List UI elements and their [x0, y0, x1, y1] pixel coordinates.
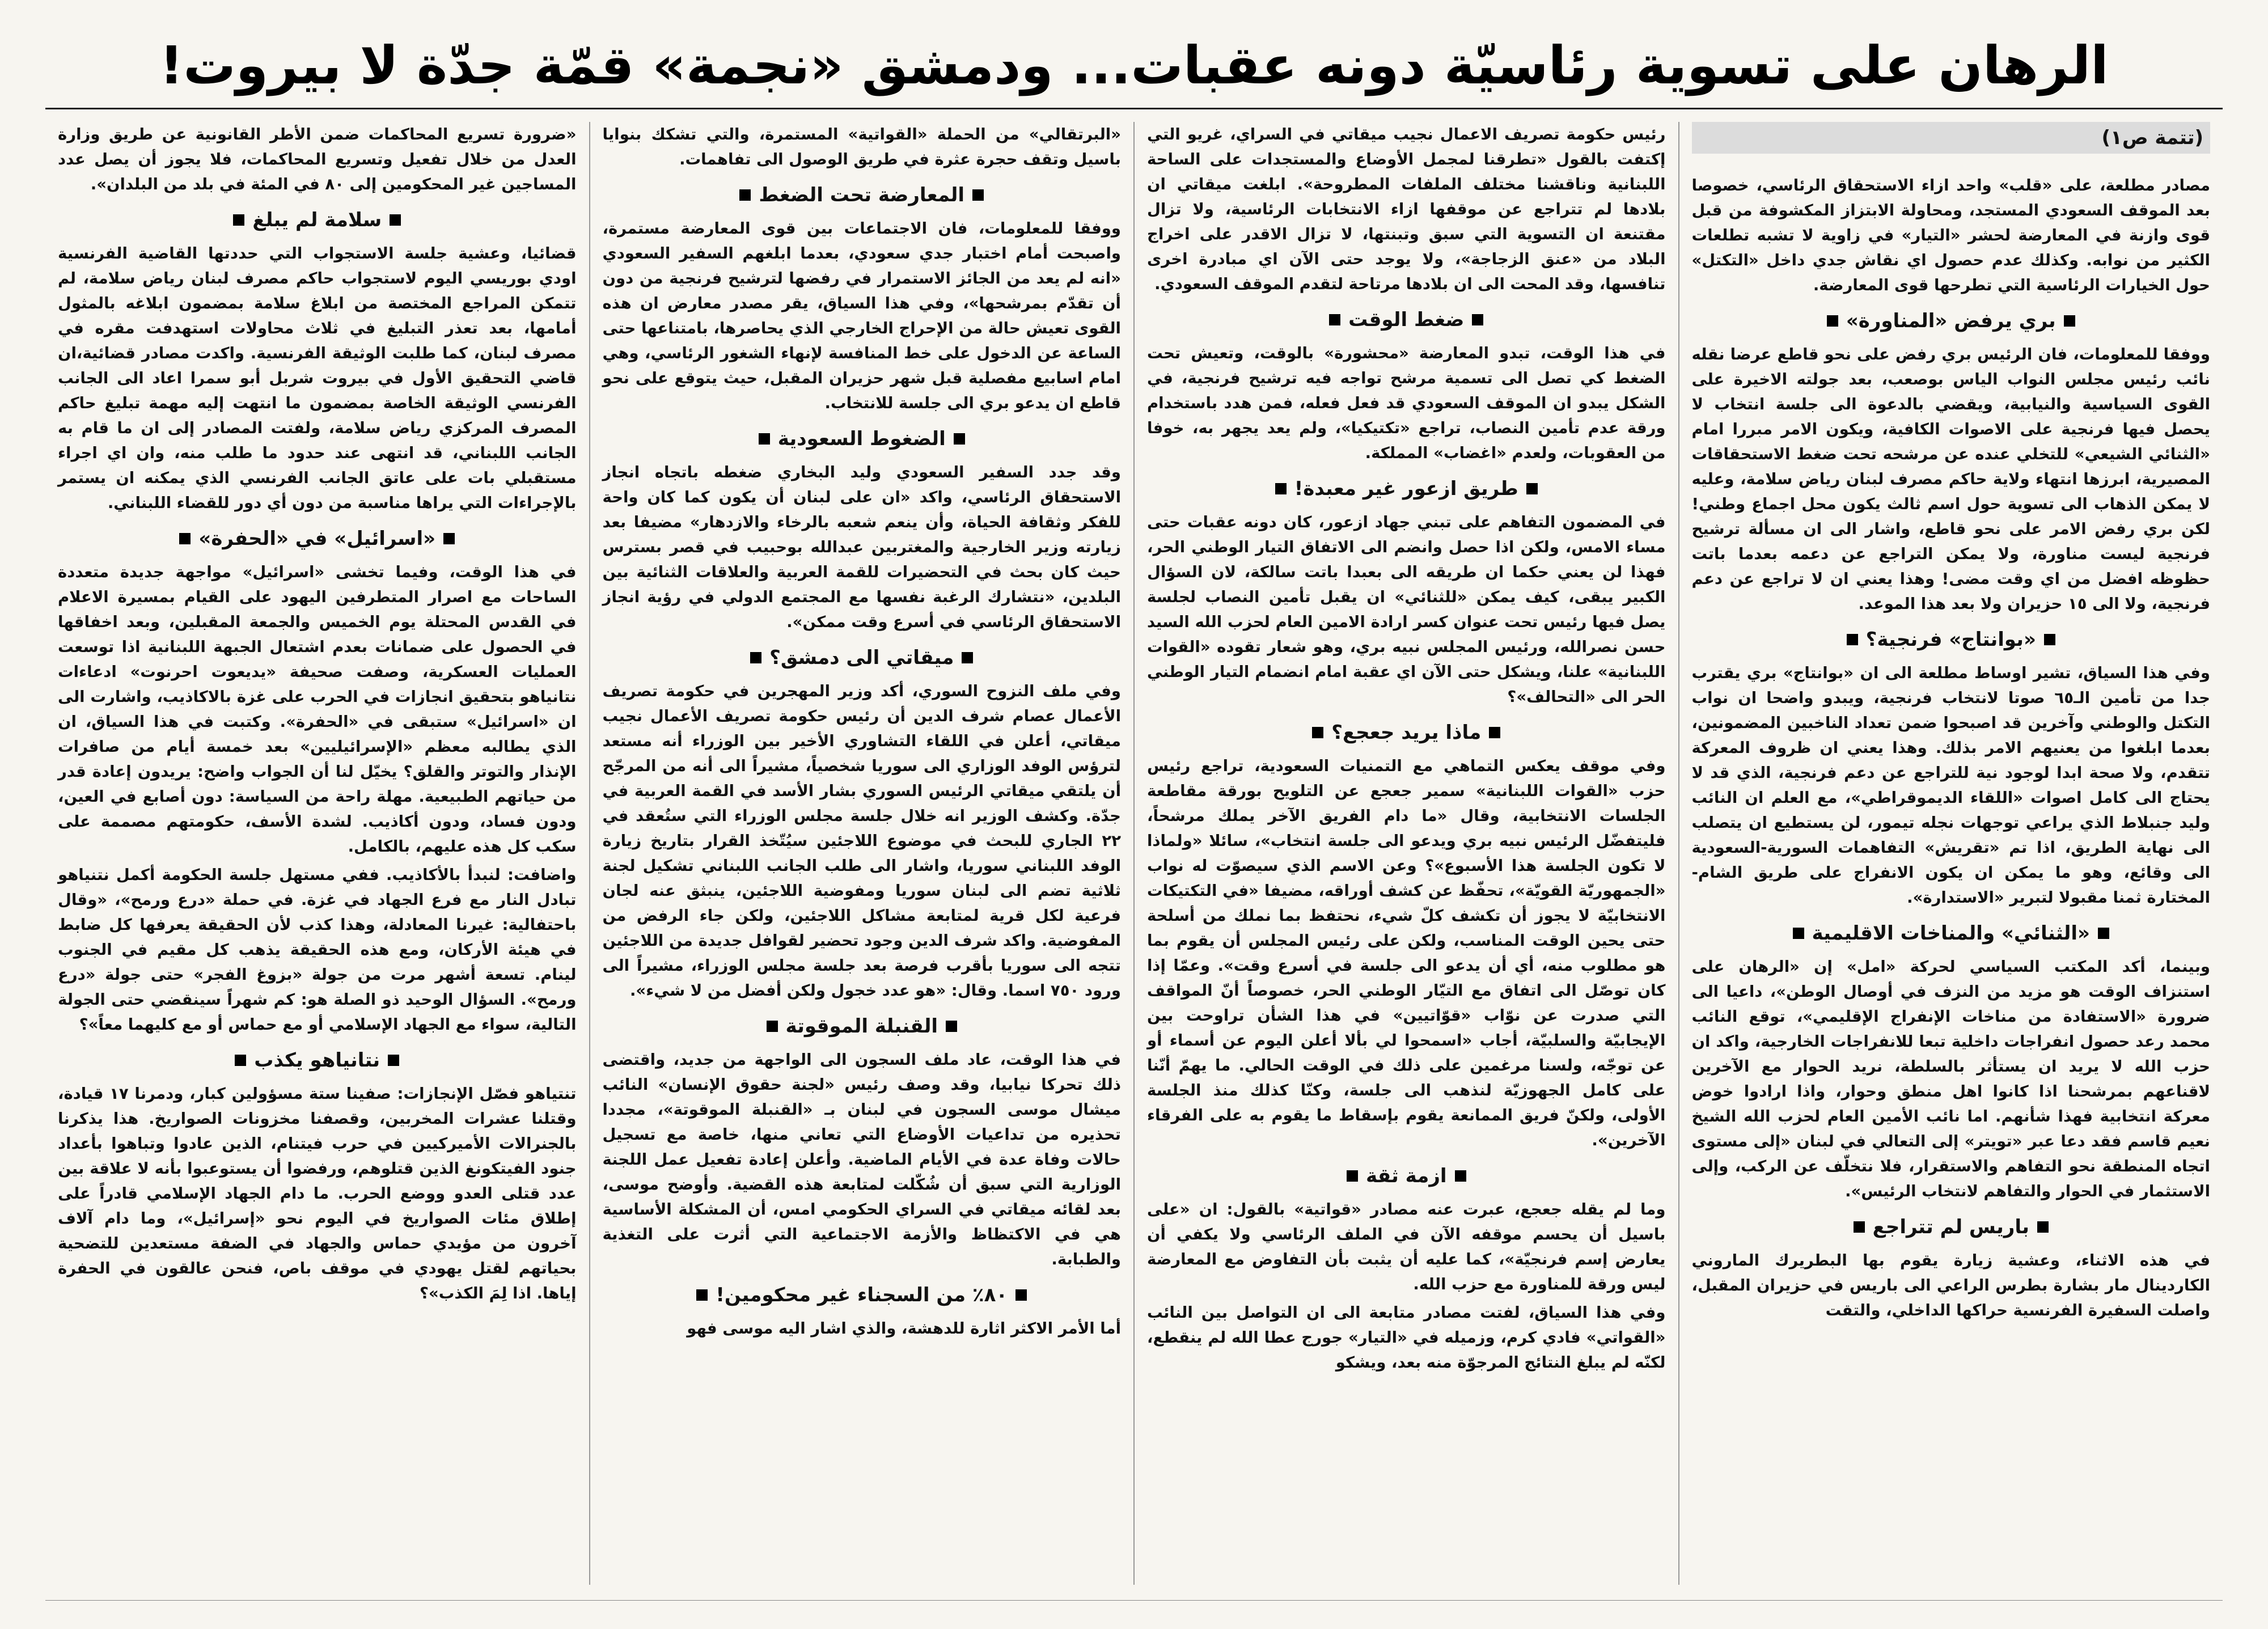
square-bullet-icon	[390, 214, 401, 226]
square-bullet-icon	[233, 214, 244, 226]
section-heading	[1147, 720, 1666, 746]
section-heading	[1147, 307, 1666, 333]
page-headline: الرهان على تسوية رئاسيّة دونه عقبات... ودمشق «نجمة» قمّة جدّة لا بيروت!	[45, 23, 2223, 109]
article-paragraph: وبينما، أكد المكتب السياسي لحركة «امل» إن «الرهان على استنزاف الوقت هو مزيد من النزف في أوصال الوطن»، داعيا الى ضرورة «الاستفادة من مناخات الإنفراج الإقليمي»، توقع النائب محمد رعد حصول انفراجات داخلية تبعا للانفراجات الخارجية، واكد ان حزب الله لا يريد ان يستأثر بالسلطة، نريد الحوار مع الآخرين لاقناعهم بمرشحنا اذا كانوا اهل منطق وحوار، واذا ارادوا خوض معركة انتخابية فهذا شأنهم. اما نائب الأمين العام لحزب الله الشيخ نعيم قاسم فقد دعا عبر «تويتر» إلى التعالي في لبنان «إلى مستوى اتجاه المنطقة نحو التفاهم والاستقرار، فلا نتخلّف عن الركب، وإلى الاستثمار في الحوار والتفاهم لانتخاب الرئيس».	[1691, 958, 2210, 1200]
section-heading	[58, 207, 577, 233]
square-bullet-icon	[1793, 928, 1804, 939]
bottom-rule	[45, 1600, 2223, 1601]
article-columns	[45, 122, 2223, 1585]
section-heading-text: ضغط الوقت	[1348, 308, 1465, 331]
article-paragraph: وفي هذا السياق، لفتت مصادر متابعة الى ان التواصل بين النائب «القواتي» فادي كرم، وزميله في «التيار» جورج عطا الله لم ينقطع، لكنّه لم يبلغ النتائج المرجوّة منه بعد، ويشكو	[1147, 1304, 1666, 1372]
square-bullet-icon	[1347, 1170, 1358, 1182]
section-heading-text: الضغوط السعودية	[777, 428, 946, 450]
square-bullet-icon	[1827, 315, 1838, 327]
article-column-3	[589, 122, 1134, 1585]
section-heading	[603, 1282, 1122, 1308]
section-heading	[1147, 476, 1666, 502]
square-bullet-icon	[1526, 483, 1538, 494]
article-paragraph: وما لم يقله جعجع، عبرت عنه مصادر «قواتية» بالقول: ان «على باسيل أن يحسم موقفه الآن في الملف الرئاسي ولا يكفي أن يعارض إسم فرنجيّة»، كما عليه أن يثبت بأن التفاوض مع المعارضة ليس ورقة للمناورة مع حزب الله.	[1147, 1200, 1666, 1293]
article-column-2	[1133, 122, 1678, 1585]
section-heading	[1692, 920, 2211, 946]
section-heading	[1692, 627, 2211, 653]
square-bullet-icon	[179, 533, 191, 544]
article-paragraph: «ضرورة تسريع المحاكمات ضمن الأطر القانونية عن طريق وزارة العدل من خلال تفعيل وتسريع المحاكمات، فلا يجوز أن يصل عدد المساجين غير المحكومين إلى ٨٠ في المئة في بلد من البلدان».	[58, 125, 577, 193]
article-paragraph: وفي ملف النزوح السوري، أكد وزير المهجرين في حكومة تصريف الأعمال عصام شرف الدين أن رئيس حكومة تصريف الأعمال نجيب ميقاتي، أعلن في اللقاء التشاوري الأخير بين الوزراء أنه مستعد لترؤس الوفد الوزاري الى سوريا شخصياً، مشيراً الى أنه من المرجّح أن يلتقي ميقاتي الرئيس السوري بشار الأسد في القمة العربية في جدّة. وكشف الوزير انه خلال جلسة مجلس الوزراء التي ستُعقد في ٢٢ الجاري للبحث في موضوع اللاجئين سيُتّخذ القرار بتاريخ زيارة الوفد اللبناني سوريا، واشار الى طلب الجانب اللبناني تشكيل لجنة ثلاثية تضم الى لبنان سوريا ومفوضية اللاجئين، ينبثق عنه لجان فرعية لكل قرية لمتابعة مشاكل اللاجئين، ولكن جاء الرفض من المفوضية. واكد شرف الدين وجود تحضير لقوافل جديدة من اللاجئين تتجه الى سوريا بأقرب فرصة بعد جلسة مجلس الوزراء، مشيراً الى ورود ٧٥٠ اسما. وقال: «هو عدد خجول ولكن أفضل من لا شيء».	[602, 682, 1121, 1000]
square-bullet-icon	[2037, 1221, 2049, 1233]
square-bullet-icon	[2098, 928, 2109, 939]
article-paragraph: مصادر مطلعة، على «قلب» واحد ازاء الاستحقاق الرئاسي، خصوصا بعد الموقف السعودي المستجد، ومحاولة الابتزاز المكشوفة من قبل قوى وازنة في المعارضة لحشر «التيار» في زاوية لا تشبه تطلعات الكثير من نوابه. وكذلك عدم حصول اي نقاش جدي داخل «التكتل» حول الخيارات الرئاسية التي تطرحها قوى المعارضة.	[1691, 176, 2210, 294]
section-heading-text: ازمة ثقة	[1365, 1165, 1447, 1187]
square-bullet-icon	[759, 433, 770, 445]
article-paragraph: وفي موقف يعكس التماهي مع التمنيات السعودية، تراجع رئيس حزب «القوات اللبنانية» سمير جعجع عن التلويح بورقة مقاطعة الجلسات الانتخابية، وقال «ما دام الفريق الآخر يملك مرشحاً، فليتفضّل الرئيس نبيه بري ويدعو الى جلسة انتخاب»، سائلا «ولماذا لا تكون الجلسة هذا الأسبوع»؟ وعن الاسم الذي سيصوّت له نواب «الجمهوريّة القويّة»، تحفّظ عن كشف أوراقه، مضيفا «في التكتيكات الانتخابيّة لا يجوز أن تكشف كلّ شيء، نحتفظ بما نملك من أسلحة حتى يحين الوقت المناسب، ولكن على رئيس المجلس أن يقوم بما هو مطلوب منه، أي أن يدعو الى جلسة في أسرع وقت». وعمّا إذا كان توصّل الى اتفاق مع التيّار الوطني الحر، خصوصاً أنّ المواقف التي صدرت عن نوّاب «قوّاتيين» في هذا الشأن تراوحت بين الإيجابيّة والسلبيّة، أجاب «اسمحوا لي بألا أعلن اليوم عن أسماء أو عن توجّه، ولسنا مرغمين على ذلك في الوقت الحالي. ما يهمّ أنّنا على كامل الجهوزيّة لنذهب الى جلسة، وكنّا كذلك منذ الجلسة الأولى، ولكنّ فريق الممانعة يقوم بإسقاط ما يقوم به على الفرقاء الآخرين».	[1147, 757, 1666, 1149]
article-paragraph: في هذا الوقت، عاد ملف السجون الى الواجهة من جديد، واقتضى ذلك تحركا نيابيا، وقد وصف رئيس «لجنة حقوق الإنسان» النائب ميشال موسى السجون في لبنان بـ «القنبلة الموقوتة»، مجددا تحذيره من تداعيات الأوضاع التي تعاني منها، خاصة مع تسجيل حالات وفاة عدة في الأيام الماضية. وأعلن إعادة تفعيل عمل اللجنة الوزارية التي سبق أن شُكّلت لمتابعة هذه القضية. وأوضح موسى، بعد لقائه ميقاتي في السراي الحكومي امس، أن المشكلة الأساسية هي في الاكتظاظ والأزمة الاجتماعية التي أثرت على التغذية والطبابة.	[602, 1051, 1121, 1268]
article-paragraph: واضافت: لنبدأ بالأكاذيب. ففي مستهل جلسة الحكومة أكمل نتنياهو تبادل النار مع فرع الجهاد في غزة. في حملة «درع ورمح»، «وقال باحتفالية: غيرنا المعادلة، وهذا كذب لأن الحقيقة يعرفها كل ضابط في هيئة الأركان، ومع هذه الحقيقة يذهب كل مقيم في الجنوب لينام. تسعة أشهر مرت من جولة «بزوغ الفجر» حتى جولة «درع ورمح». السؤال الوحيد ذو الصلة هو: كم شهراً سينقضي حتى الجولة التالية، سواء مع الجهاد الإسلامي أو مع حماس أو مع كليهما معاً»؟	[58, 866, 577, 1034]
section-heading	[1692, 1214, 2211, 1240]
square-bullet-icon	[739, 189, 751, 201]
section-heading-text: «بوانتاج» فرنجية؟	[1865, 628, 2036, 651]
section-heading-text: «الثنائي» والمناخات الاقليمية	[1812, 922, 2090, 945]
section-heading	[58, 1047, 577, 1073]
article-paragraph: في المضمون التفاهم على تبني جهاد ازعور، كان دونه عقبات حتى مساء الامس، ولكن اذا حصل وانضم الى الاتفاق التيار الوطني الحر، فهذا لن يعني حكما ان طريقه الى بعبدا باتت سالكة، لان السؤال الكبير يبقى، كيف يمكن «للثنائي» ان يقبل تأمين النصاب لجلسة يصل فيها رئيس تحت عنوان كسر ارادة الامين العام لحزب الله السيد حسن نصرالله، ورئيس المجلس نبيه بري، وهو شعار تقوده «القوات اللبنانية» علنا، ويشكل حتى الآن اي عقبة امام انضمام التيار الوطني الحر الى «التحالف»؟	[1147, 513, 1666, 706]
square-bullet-icon	[767, 1021, 778, 1032]
section-heading-text: ماذا يريد جعجع؟	[1331, 721, 1482, 744]
square-bullet-icon	[1312, 727, 1323, 738]
article-paragraph: في هذا الوقت، وفيما تخشى «اسرائيل» مواجهة جديدة متعددة الساحات مع اصرار المتطرفين اليهود على القيام بمسيرة الاعلام في القدس المحتلة يوم الخميس والجمعة المقبلين، وبعد اخفاقها في الحصول على ضمانات بعدم اشتعال الجبهة اللبنانية اذا توسعت العمليات العسكرية، وصفت صحيفة «يديعوت احرنوت» ادعاءات نتانياهو بتحقيق انجازات في الحرب على غزة بالاكاذيب، واشارت الى ان «اسرائيل» ستبقى في «الحفرة». وكتبت في هذا السياق، ان الذي يطالبه معظم «الإسرائيليين» بعد خمسة أيام من صافرات الإنذار والتوتر والقلق؟ يخيّل لنا أن الجواب واضح: يريدون إعادة قدر من حياتهم الطبيعية. مهلة راحة من السياسة: دون أصابع في العين، ودون فساد، ودون أكاذيب. لشدة الأسف، حكومتهم مصممة على سكب كل هذه عليهم، بالكامل.	[58, 563, 577, 856]
square-bullet-icon	[1015, 1289, 1027, 1301]
square-bullet-icon	[954, 433, 965, 445]
article-paragraph: وفي هذا السياق، تشير اوساط مطلعة الى ان «بوانتاج» بري يقترب جدا من تأمين الـ٦٥ صوتا لانتخاب فرنجية، ويبدو واضحا ان نواب التكتل والوطني وآخرين قد اصبحوا ضمن تعداد الناخبين المضمونين، بعدما ابلغوا من يعنيهم الامر بذلك. وهذا يعني ان ظروف المعركة تتقدم، ولا صحة ابدا لوجود نية للتراجع عن دعم فرنجية، الذي قد لا يحتاج الى كامل اصوات «اللقاء الديموقراطي»، مع العلم ان النائب وليد جنبلاط الذي يراعي توجهات نجله تيمور، لن يستطيع ان يتصلب الى نهاية الطريق، اذا تم «تقريش» التفاهمات السورية-السعودية الى وقائع، وهو ما يمكن ان يكون الانفراج على طريق الشام-المختارة ثمنا مقبولا لتبرير «الاستدارة».	[1691, 664, 2210, 907]
article-paragraph: تنتياهو فصّل الإنجازات: صفينا ستة مسؤولين كبار، ودمرنا ١٧ قيادة، وقتلنا عشرات المخربين، وقصفنا مخزونات الصواريخ. هذا يذكرنا بالجنرالات الأميركيين في حرب فيتنام، الذين عادوا وتباهوا بأعداد جنود الفيتكونغ الذين قتلوهم، ورفضوا أن يستوعبوا بأنه لا علاقة بين عدد قتلى العدو ووضع الحرب. ما دام الجهاد الإسلامي قادراً على إطلاق مئات الصواريخ في اليوم نحو «إسرائيل»، وما دام آلاف آخرون من مؤيدي حماس والجهاد في الضفة مستعدين للتضحية بحياتهم لقتل يهودي في موقف باص، فنحن عالقون في الحفرة إياها. اذا لِمَ الكذب»؟	[58, 1085, 577, 1302]
article-paragraph: ووفقا للمعلومات، فان الرئيس بري رفض على نحو قاطع عرضا نقله نائب رئيس مجلس النواب الياس بوصعب، بعد جولته الاخيرة على القوى السياسية والنيابية، ويقضي بالدعوة الى جلسة انتخاب لا يحصل فيها فرنجية على الاصوات الكافية، ويكون الامر مبررا امام «الثنائي الشيعي» للتخلي عنده عن مرشحه تحت ضغط الاستحقاقات المصيرية، ابرزها انتهاء ولاية حاكم مصرف لبنان رياض سلامة، وعليه لا يمكن الذهاب الى تسوية حول اسم ثالث يكون محل اجماع وطني! لكن بري رفض الامر على نحو قاطع، واشار الى ان مسألة ترشيح فرنجية ليست مناورة، ولا يمكن التراجع عن دعمه بعدما باتت حظوظه افضل من اي وقت مضى! وهذا يعني ان لا تراجع عن دعم فرنجية، ولا الى ١٥ حزيران ولا بعد هذا الموعد.	[1691, 345, 2210, 613]
section-heading-text: «اسرائيل» في «الحفرة»	[198, 527, 436, 550]
square-bullet-icon	[1329, 314, 1340, 325]
section-heading	[603, 645, 1122, 671]
section-heading	[58, 526, 577, 552]
section-heading	[1147, 1163, 1666, 1189]
square-bullet-icon	[972, 189, 984, 201]
section-heading	[603, 426, 1122, 452]
section-heading-text: بري يرفض «المناورة»	[1846, 310, 2056, 332]
section-heading-text: سلامة لم يبلغ	[252, 209, 382, 231]
square-bullet-icon	[1455, 1170, 1466, 1182]
square-bullet-icon	[1275, 483, 1287, 494]
article-paragraph: أما الأمر الاكثر اثارة للدهشة، والذي اشار اليه موسى فهو	[687, 1319, 1121, 1338]
article-paragraph: في هذا الوقت، تبدو المعارضة «محشورة» بالوقت، وتعيش تحت الضغط كي تصل الى تسمية مرشح تواجه فيه ترشيح فرنجية، في الشكل يبدو ان الموقف السعودي قد فعل فعله، فمن هدد باستخدام ورقة عدم تأمين النصاب، تراجع «تكتيكيا»، ولم يعد يجهر به، خوفا من العقوبات، ولعدم «اغضاب» المملكة.	[1147, 344, 1666, 462]
square-bullet-icon	[962, 652, 973, 663]
article-paragraph: رئيس حكومة تصريف الاعمال نجيب ميقاتي في السراي، غريو التي إكتفت بالقول «تطرقنا لمجمل الأوضاع والمستجدات على الساحة اللبنانية وناقشنا مختلف الملفات المطروحة». ابلغت ميقاتي ان بلادها لم تتراجع عن موقفها ازاء الانتخابات الرئاسية، ولا تزال مقتنعة ان التسوية التي سبق وتبنتها، لا تزال الاقدر على اخراج البلاد من «عنق الزجاجة»، ولا يوجد حتى الآن اي مبادرة اخرى تنافسها، وقد المحت الى ان بلادها مرتاحة لتقدم الموقف السعودي.	[1147, 125, 1666, 293]
article-paragraph: في هذه الاثناء، وعشية زيارة يقوم بها البطريرك الماروني الكاردينال مار بشارة بطرس الراعي الى باريس في حزيران المقبل، واصلت السفيرة الفرنسية حراكها الداخلي، والتقت	[1691, 1251, 2210, 1319]
square-bullet-icon	[696, 1289, 708, 1301]
square-bullet-icon	[2044, 634, 2055, 645]
square-bullet-icon	[443, 533, 455, 544]
section-heading-text: نتانياهو يكذب	[254, 1049, 380, 1072]
square-bullet-icon	[750, 652, 761, 663]
square-bullet-icon	[235, 1055, 246, 1066]
section-heading	[603, 182, 1122, 208]
article-paragraph: قضائيا، وعشية جلسة الاستجواب التي حددتها القاضية الفرنسية اودي بوريسي اليوم لاستجواب حاكم مصرف لبنان رياض سلامة، لم تتمكن المراجع المختصة من ابلاغ سلامة بمضمون ابلاغه بالمثول أمامها، بعد تعذر التبليغ في ثلاث محاولات استهدفت مقره في مصرف لبنان، كما طلبت الوثيقة الفرنسية. واكدت مصادر قضائية،ان قاضي التحقيق الأول في بيروت شربل أبو سمرا اعاد الى الجانب الفرنسي الوثيقة الخاصة بمضمون ما انتهت إليه مهمة تبليغ حاكم المصرف المركزي رياض سلامة، ولفتت المصادر إلى ان ما قام به الجانب اللبناني، قد انتهى عند حدود ما طلب منه، وان اي اجراء مستقبلي بات على عاتق الجانب الفرنسي الذي يمكنه ان يستمر بالإجراءات التي يراها مناسبة من دون أي دور للقضاء اللبناني.	[58, 244, 577, 512]
square-bullet-icon	[946, 1021, 957, 1032]
article-paragraph: وقد جدد السفير السعودي وليد البخاري ضغطه باتجاه انجاز الاستحقاق الرئاسي، واكد «ان على لبنان أن يكون كما كان واحة للفكر وثقافة الحياة، وأن ينعم شعبه بالرخاء والازدهار» مضيفا بعد زيارته وزير الخارجية والمغتربين عبدالله بوحبيب في قصر بسترس حيث كان بحث في التحضيرات للقمة العربية والعلاقات الثنائية بين البلدين، «نتشارك الرغبة نفسها مع المجتمع الدولي في رؤية انجاز الاستحقاق الرئاسي في أسرع وقت ممكن».	[602, 463, 1121, 631]
square-bullet-icon	[1472, 314, 1483, 325]
square-bullet-icon	[1847, 634, 1858, 645]
section-heading-text: المعارضة تحت الضغط	[759, 184, 965, 206]
section-heading-text: ٨٠٪ من السجناء غير محكومين!	[716, 1284, 1008, 1306]
continuation-label: (تتمة ص١)	[1692, 122, 2211, 154]
section-heading	[603, 1013, 1122, 1039]
section-heading-text: القنبلة الموقوتة	[785, 1015, 938, 1038]
article-paragraph: «البرتقالي» من الحملة «القواتية» المستمرة، والتي تشكك بنوايا باسيل وتقف حجرة عثرة في طريق الوصول الى تفاهمات.	[602, 125, 1121, 168]
section-heading	[1692, 308, 2211, 334]
square-bullet-icon	[1489, 727, 1500, 738]
square-bullet-icon	[2064, 315, 2075, 327]
square-bullet-icon	[1854, 1221, 1865, 1233]
section-heading-text: ميقاتي الى دمشق؟	[769, 646, 954, 669]
article-paragraph: ووفقا للمعلومات، فان الاجتماعات بين قوى المعارضة مستمرة، واصبحت أمام اختبار جدي سعودي، بعدما ابلغهم السفير السعودي «انه لم يعد من الجائز الاستمرار في رفضها لترشيح فرنجية من دون أن تقدّم بمرشحها»، وفي هذا السياق، يقر مصدر معارض ان هذه القوى تعيش حالة من الإحراج الخارجي الذي يحاصرها، بامتناعها حتى الساعة عن الدخول على خط المنافسة لإنهاء الشغور الرئاسي، وهي امام اسابيع مفصلية قبل شهر حزيران المقبل، حيث يتوقع على نحو قاطع ان يدعو بري الى جلسة للانتخاب.	[602, 219, 1121, 412]
article-column-1	[1678, 122, 2223, 1585]
square-bullet-icon	[388, 1055, 399, 1066]
article-column-4	[45, 122, 589, 1585]
section-heading-text: طريق ازعور غير معبدة!	[1294, 477, 1518, 500]
section-heading-text: باريس لم تتراجع	[1872, 1216, 2029, 1238]
